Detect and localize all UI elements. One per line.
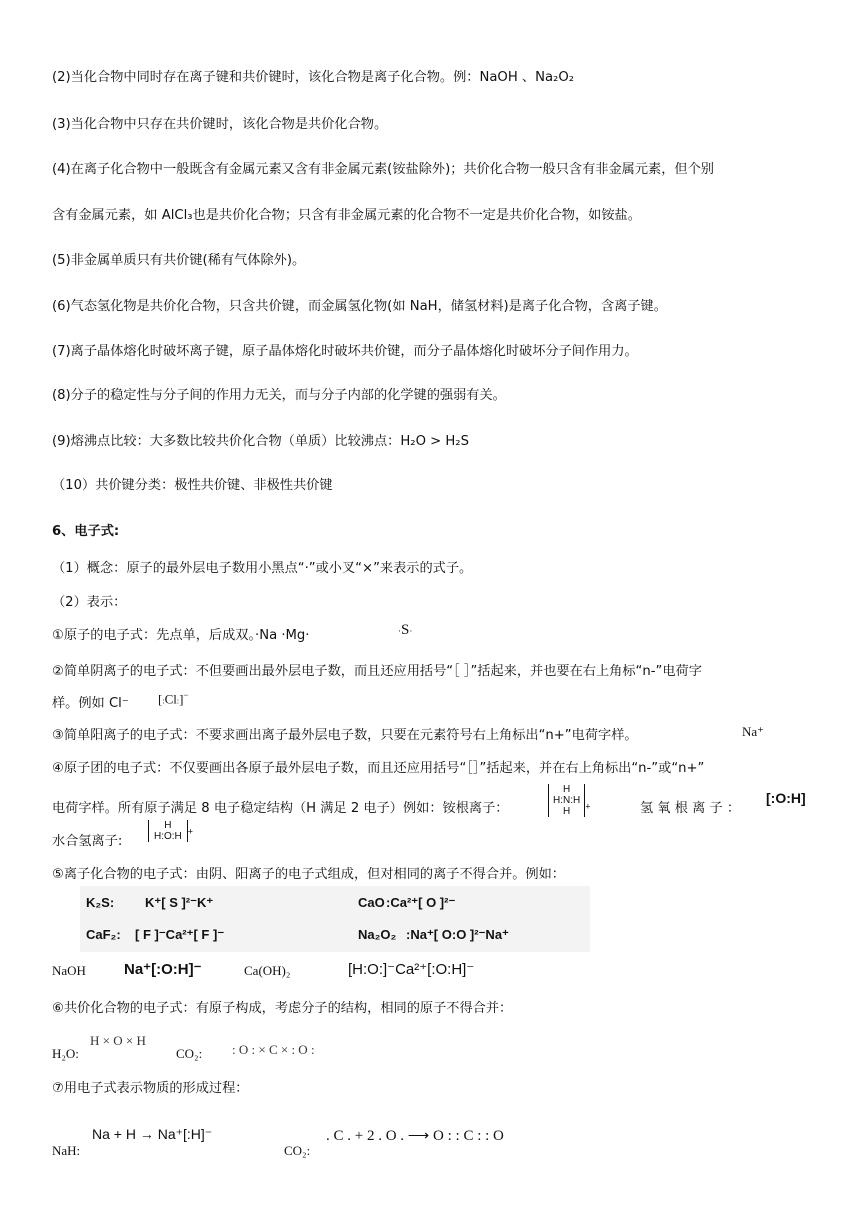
s-atom-formula: ·S·	[398, 622, 413, 638]
concept-line: （1）概念：原子的最外层电子数用小黑点“·”或小叉“×”来表示的式子。	[52, 561, 473, 576]
rule-covalent: ⑥共价化合物的电子式：有原子构成，考虑分子的结构，相同的原子不得合并：	[52, 1001, 513, 1016]
k2s-formula: K⁺[ S ]²⁻K⁺	[145, 895, 214, 910]
nah-label: NaH:	[52, 1143, 81, 1158]
text-line-6: (6)气态氢化物是共价化合物，只含共价键，而金属氢化物(如 NaH，储氢材料)是离子化合物，含离子键。	[52, 299, 667, 314]
k2s-label: K₂S:	[86, 895, 115, 910]
rule-anion-a: ②简单阴离子的电子式：不但要画出最外层电子数，而且还应用括号“［ ］”括起来，并也要在右上角标“n-”电荷字	[52, 664, 702, 679]
nah-formula: Na + H → Na⁺[:H]⁻	[92, 1126, 213, 1142]
na2o2-label: Na₂O₂	[358, 927, 397, 942]
rule-cation: ③简单阳离子的电子式：不要求画出离子最外层电子数，只要在元素符号右上角标出“n+”电荷字样。	[52, 728, 638, 743]
cl-ion-formula: [:Cl:]−	[158, 690, 189, 707]
representation-line: （2）表示：	[52, 595, 127, 610]
hydroxide-formula: [:O:H]	[766, 790, 806, 806]
text-line-8: (8)分子的稳定性与分子间的作用力无关，而与分子内部的化学键的强弱有关。	[52, 388, 506, 403]
rule-group-a: ④原子团的电子式：不仅要画出各原子最外层电子数，而且还应用括号“［］”括起来，并在右上角标出“n-”或“n+”	[52, 761, 705, 776]
naoh-formula: Na⁺[:O:H]⁻	[124, 961, 202, 978]
rule-atom: ①原子的电子式：先点单，后成双。·Na ·Mg·	[52, 628, 310, 643]
cao-formula: :Ca²⁺[ O ]²⁻	[386, 895, 456, 910]
ammonium-formula: H H:N:H H +	[548, 784, 591, 817]
caf2-label: CaF₂:	[86, 927, 121, 942]
na-ion-formula: Na⁺	[742, 724, 765, 739]
caoh2-formula: [H:O:]⁻Ca²⁺[:O:H]⁻	[348, 961, 475, 978]
co2-formula: : O : × C × : O :	[232, 1042, 315, 1057]
rule-ionic: ⑤离子化合物的电子式：由阴、阳离子的电子式组成，但对相同的离子不得合并。例如：	[52, 867, 565, 882]
rule-anion-b: 样。例如 Cl⁻	[52, 696, 129, 711]
co2-process-formula: . C . + 2 . O . ⟶ O : : C : : O	[326, 1128, 504, 1144]
caf2-formula: [ F ]⁻Ca²⁺[ F ]⁻	[135, 927, 225, 942]
co2-label: CO₂:	[176, 1046, 203, 1061]
h2o-label: H₂O:	[52, 1046, 79, 1061]
hydroxide-label: 氢 氧 根 离 子 ：	[640, 801, 741, 816]
h2o-formula: H × O × H	[90, 1033, 146, 1048]
cao-label: CaO	[358, 895, 385, 910]
co2-process-label: CO₂:	[284, 1143, 311, 1158]
text-line-4a: (4)在离子化合物中一般既含有金属元素又含有非金属元素(铵盐除外)；共价化合物一般只含有非金属元素，但个别	[52, 162, 714, 177]
rule-formation: ⑦用电子式表示物质的形成过程：	[52, 1081, 249, 1096]
rule-group-b: 电荷字样。所有原子满足 8 电子稳定结构（H 满足 2 电子）例如：铵根离子：	[52, 801, 509, 816]
text-line-9: (9)熔沸点比较：大多数比较共价化合物（单质）比较沸点：H₂O > H₂S	[52, 434, 469, 449]
na2o2-formula: :Na⁺[ O:O ]²⁻Na⁺	[406, 927, 509, 942]
naoh-label: NaOH	[52, 963, 86, 978]
text-line-3: (3)当化合物中只存在共价键时，该化合物是共价化合物。	[52, 117, 388, 132]
hydronium-formula: H H:O:H +	[148, 820, 193, 842]
text-line-7: (7)离子晶体熔化时破坏离子键，原子晶体熔化时破坏共价键，而分子晶体熔化时破坏分子间作用力。	[52, 344, 638, 359]
caoh2-label: Ca(OH)₂	[244, 963, 291, 978]
text-line-2: (2)当化合物中同时存在离子键和共价键时，该化合物是离子化合物。例：NaOH 、Na₂O₂	[52, 70, 575, 85]
text-line-4b: 含有金属元素，如 AlCl₃也是共价化合物；只含有非金属元素的化合物不一定是共价化合物，如铵盐。	[52, 208, 641, 223]
section-heading: 6、电子式:	[52, 524, 120, 539]
text-line-5: (5)非金属单质只有共价键(稀有气体除外)。	[52, 253, 306, 268]
text-line-10: （10）共价键分类：极性共价键、非极性共价键	[52, 478, 333, 493]
hydronium-label: 水合氢离子:	[52, 834, 123, 849]
